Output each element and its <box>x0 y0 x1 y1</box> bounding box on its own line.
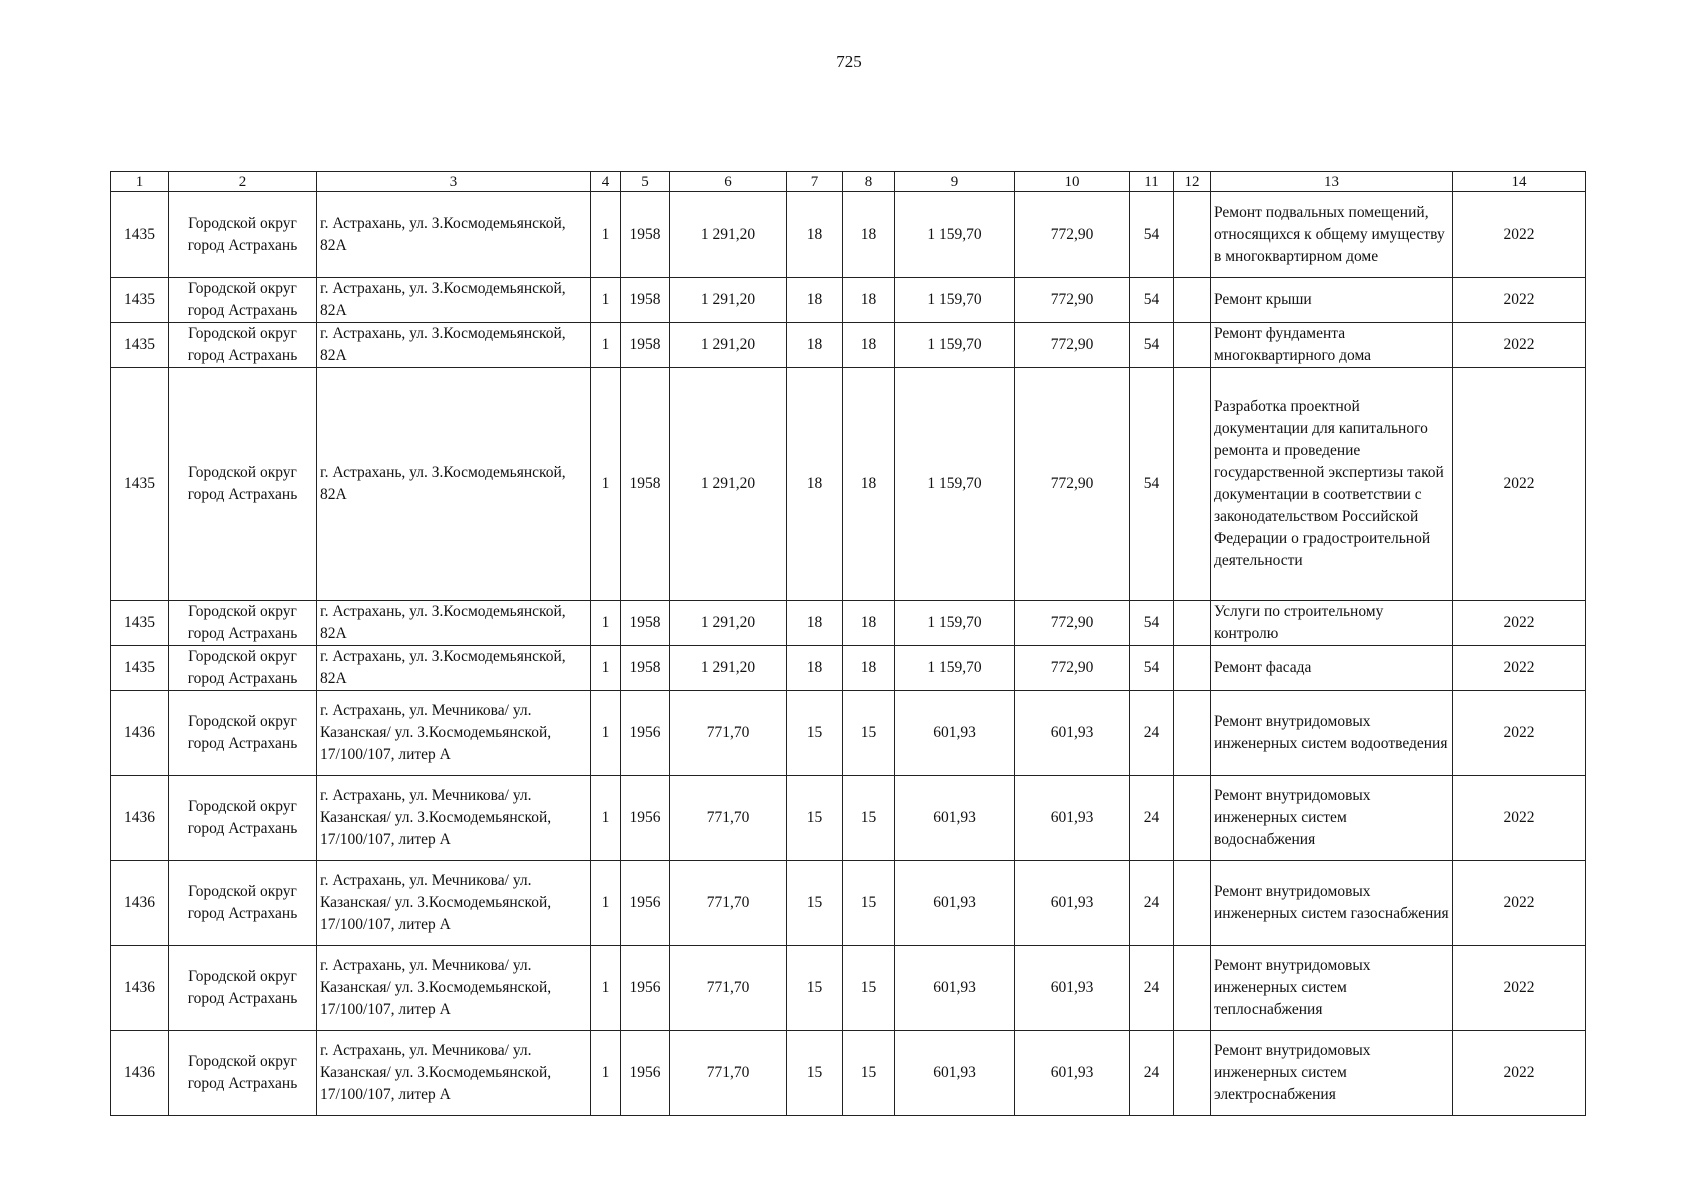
cell-col9: 1 159,70 <box>895 192 1015 278</box>
cell-id: 1436 <box>111 861 169 946</box>
cell-address: г. Астрахань, ул. Мечникова/ ул. Казанская/ ул. З.Космодемьянской, 17/100/107, литер А <box>317 1031 591 1116</box>
cell-address: г. Астрахань, ул. Мечникова/ ул. Казанская/ ул. З.Космодемьянской, 17/100/107, литер А <box>317 861 591 946</box>
cell-address: г. Астрахань, ул. Мечникова/ ул. Казанская/ ул. З.Космодемьянской, 17/100/107, литер А <box>317 946 591 1031</box>
cell-municipality: Городской округ город Астрахань <box>169 861 317 946</box>
cell-col8: 18 <box>843 646 895 691</box>
cell-col7: 15 <box>787 1031 843 1116</box>
cell-work-type: Ремонт внутридомовых инженерных систем теплоснабжения <box>1211 946 1453 1031</box>
cell-municipality: Городской округ город Астрахань <box>169 323 317 368</box>
cell-id: 1436 <box>111 1031 169 1116</box>
cell-address: г. Астрахань, ул. З.Космодемьянской, 82А <box>317 646 591 691</box>
cell-col4: 1 <box>591 278 621 323</box>
cell-id: 1435 <box>111 323 169 368</box>
cell-col10: 772,90 <box>1015 278 1130 323</box>
cell-col12 <box>1174 601 1211 646</box>
cell-col10: 601,93 <box>1015 946 1130 1031</box>
cell-area: 771,70 <box>670 691 787 776</box>
column-header: 13 <box>1211 172 1453 192</box>
cell-work-type: Ремонт внутридомовых инженерных систем водоотведения <box>1211 691 1453 776</box>
table-row <box>111 601 1586 646</box>
cell-col11: 24 <box>1130 1031 1174 1116</box>
cell-year: 1958 <box>621 192 670 278</box>
cell-col7: 15 <box>787 691 843 776</box>
cell-col11: 24 <box>1130 861 1174 946</box>
cell-col10: 772,90 <box>1015 192 1130 278</box>
cell-col7: 18 <box>787 368 843 601</box>
cell-area: 1 291,20 <box>670 646 787 691</box>
cell-area: 771,70 <box>670 1031 787 1116</box>
cell-col8: 15 <box>843 1031 895 1116</box>
cell-address: г. Астрахань, ул. З.Космодемьянской, 82А <box>317 192 591 278</box>
table-row <box>111 1031 1586 1116</box>
cell-col12 <box>1174 646 1211 691</box>
cell-col4: 1 <box>591 323 621 368</box>
column-header: 11 <box>1130 172 1174 192</box>
cell-period: 2022 <box>1453 946 1586 1031</box>
cell-col10: 772,90 <box>1015 368 1130 601</box>
cell-area: 771,70 <box>670 946 787 1031</box>
cell-address: г. Астрахань, ул. З.Космодемьянской, 82А <box>317 278 591 323</box>
cell-col7: 15 <box>787 861 843 946</box>
cell-col8: 18 <box>843 368 895 601</box>
cell-id: 1436 <box>111 946 169 1031</box>
cell-id: 1436 <box>111 776 169 861</box>
table-row <box>111 278 1586 323</box>
cell-col12 <box>1174 192 1211 278</box>
cell-work-type: Ремонт фасада <box>1211 646 1453 691</box>
cell-address: г. Астрахань, ул. Мечникова/ ул. Казанская/ ул. З.Космодемьянской, 17/100/107, литер А <box>317 691 591 776</box>
cell-col8: 15 <box>843 861 895 946</box>
cell-col11: 54 <box>1130 601 1174 646</box>
cell-col9: 601,93 <box>895 691 1015 776</box>
cell-col12 <box>1174 1031 1211 1116</box>
cell-year: 1958 <box>621 323 670 368</box>
registry-table <box>110 171 1586 1116</box>
cell-year: 1956 <box>621 1031 670 1116</box>
cell-period: 2022 <box>1453 691 1586 776</box>
cell-period: 2022 <box>1453 323 1586 368</box>
cell-work-type: Ремонт крыши <box>1211 278 1453 323</box>
column-header: 1 <box>111 172 169 192</box>
cell-id: 1435 <box>111 601 169 646</box>
column-header: 5 <box>621 172 670 192</box>
cell-col10: 601,93 <box>1015 1031 1130 1116</box>
cell-col10: 772,90 <box>1015 601 1130 646</box>
cell-col8: 18 <box>843 278 895 323</box>
cell-col9: 1 159,70 <box>895 323 1015 368</box>
cell-col4: 1 <box>591 946 621 1031</box>
cell-address: г. Астрахань, ул. Мечникова/ ул. Казанская/ ул. З.Космодемьянской, 17/100/107, литер А <box>317 776 591 861</box>
cell-col10: 772,90 <box>1015 646 1130 691</box>
column-header: 10 <box>1015 172 1130 192</box>
cell-municipality: Городской округ город Астрахань <box>169 1031 317 1116</box>
cell-work-type: Ремонт внутридомовых инженерных систем электроснабжения <box>1211 1031 1453 1116</box>
cell-col7: 18 <box>787 646 843 691</box>
cell-col10: 601,93 <box>1015 776 1130 861</box>
cell-municipality: Городской округ город Астрахань <box>169 946 317 1031</box>
cell-year: 1956 <box>621 691 670 776</box>
cell-id: 1435 <box>111 278 169 323</box>
cell-col12 <box>1174 368 1211 601</box>
cell-col8: 15 <box>843 946 895 1031</box>
cell-col7: 18 <box>787 278 843 323</box>
cell-municipality: Городской округ город Астрахань <box>169 278 317 323</box>
cell-col9: 1 159,70 <box>895 278 1015 323</box>
cell-col9: 601,93 <box>895 1031 1015 1116</box>
cell-work-type: Ремонт подвальных помещений, относящихся к общему имуществу в многоквартирном доме <box>1211 192 1453 278</box>
cell-col12 <box>1174 946 1211 1031</box>
cell-col12 <box>1174 691 1211 776</box>
cell-col10: 772,90 <box>1015 323 1130 368</box>
cell-work-type: Услуги по строительному контролю <box>1211 601 1453 646</box>
column-header: 14 <box>1453 172 1586 192</box>
cell-area: 771,70 <box>670 776 787 861</box>
cell-col8: 18 <box>843 601 895 646</box>
cell-col7: 18 <box>787 601 843 646</box>
cell-period: 2022 <box>1453 1031 1586 1116</box>
cell-area: 1 291,20 <box>670 278 787 323</box>
cell-col4: 1 <box>591 861 621 946</box>
cell-year: 1958 <box>621 368 670 601</box>
cell-period: 2022 <box>1453 646 1586 691</box>
cell-address: г. Астрахань, ул. З.Космодемьянской, 82А <box>317 323 591 368</box>
cell-id: 1436 <box>111 691 169 776</box>
cell-col9: 1 159,70 <box>895 646 1015 691</box>
cell-col7: 18 <box>787 323 843 368</box>
column-header: 6 <box>670 172 787 192</box>
column-header: 7 <box>787 172 843 192</box>
column-header: 9 <box>895 172 1015 192</box>
table-row <box>111 368 1586 601</box>
cell-id: 1435 <box>111 192 169 278</box>
cell-col7: 18 <box>787 192 843 278</box>
cell-col9: 601,93 <box>895 776 1015 861</box>
cell-col9: 601,93 <box>895 861 1015 946</box>
cell-col11: 24 <box>1130 776 1174 861</box>
cell-col11: 24 <box>1130 691 1174 776</box>
cell-id: 1435 <box>111 368 169 601</box>
column-header: 2 <box>169 172 317 192</box>
table-row <box>111 861 1586 946</box>
cell-col4: 1 <box>591 192 621 278</box>
registry-table-container <box>110 171 1585 1116</box>
cell-period: 2022 <box>1453 861 1586 946</box>
cell-col10: 601,93 <box>1015 861 1130 946</box>
column-header: 3 <box>317 172 591 192</box>
cell-municipality: Городской округ город Астрахань <box>169 776 317 861</box>
column-header: 8 <box>843 172 895 192</box>
table-row <box>111 646 1586 691</box>
cell-col11: 54 <box>1130 646 1174 691</box>
cell-col4: 1 <box>591 601 621 646</box>
cell-col11: 54 <box>1130 278 1174 323</box>
cell-period: 2022 <box>1453 192 1586 278</box>
page-number: 725 <box>836 52 862 71</box>
cell-year: 1958 <box>621 278 670 323</box>
header-row <box>111 172 1586 192</box>
cell-work-type: Разработка проектной документации для капитального ремонта и проведение государственной экспертизы такой документации в соответствии с законодательством Российской Федерации о градостроительной деятельности <box>1211 368 1453 601</box>
cell-year: 1956 <box>621 776 670 861</box>
cell-period: 2022 <box>1453 601 1586 646</box>
cell-area: 1 291,20 <box>670 323 787 368</box>
table-row <box>111 946 1586 1031</box>
table-row <box>111 776 1586 861</box>
cell-col4: 1 <box>591 368 621 601</box>
cell-col10: 601,93 <box>1015 691 1130 776</box>
cell-col4: 1 <box>591 1031 621 1116</box>
cell-work-type: Ремонт внутридомовых инженерных систем водоснабжения <box>1211 776 1453 861</box>
cell-year: 1958 <box>621 646 670 691</box>
cell-col8: 15 <box>843 776 895 861</box>
cell-col8: 18 <box>843 192 895 278</box>
cell-area: 1 291,20 <box>670 192 787 278</box>
cell-municipality: Городской округ город Астрахань <box>169 601 317 646</box>
cell-municipality: Городской округ город Астрахань <box>169 646 317 691</box>
cell-col11: 54 <box>1130 323 1174 368</box>
column-header: 12 <box>1174 172 1211 192</box>
cell-id: 1435 <box>111 646 169 691</box>
cell-area: 1 291,20 <box>670 601 787 646</box>
cell-year: 1956 <box>621 861 670 946</box>
cell-period: 2022 <box>1453 278 1586 323</box>
cell-col4: 1 <box>591 776 621 861</box>
cell-col8: 18 <box>843 323 895 368</box>
column-header: 4 <box>591 172 621 192</box>
cell-col12 <box>1174 861 1211 946</box>
cell-col9: 1 159,70 <box>895 368 1015 601</box>
cell-year: 1956 <box>621 946 670 1031</box>
cell-col11: 54 <box>1130 192 1174 278</box>
table-row <box>111 323 1586 368</box>
cell-work-type: Ремонт фундамента многоквартирного дома <box>1211 323 1453 368</box>
cell-col7: 15 <box>787 776 843 861</box>
cell-col9: 601,93 <box>895 946 1015 1031</box>
cell-col8: 15 <box>843 691 895 776</box>
table-row <box>111 691 1586 776</box>
cell-col4: 1 <box>591 646 621 691</box>
cell-work-type: Ремонт внутридомовых инженерных систем газоснабжения <box>1211 861 1453 946</box>
cell-year: 1958 <box>621 601 670 646</box>
cell-area: 1 291,20 <box>670 368 787 601</box>
cell-col11: 54 <box>1130 368 1174 601</box>
cell-col11: 24 <box>1130 946 1174 1031</box>
cell-area: 771,70 <box>670 861 787 946</box>
cell-municipality: Городской округ город Астрахань <box>169 691 317 776</box>
cell-col7: 15 <box>787 946 843 1031</box>
table-row <box>111 192 1586 278</box>
cell-municipality: Городской округ город Астрахань <box>169 368 317 601</box>
cell-col12 <box>1174 278 1211 323</box>
cell-address: г. Астрахань, ул. З.Космодемьянской, 82А <box>317 368 591 601</box>
cell-col12 <box>1174 776 1211 861</box>
cell-address: г. Астрахань, ул. З.Космодемьянской, 82А <box>317 601 591 646</box>
cell-municipality: Городской округ город Астрахань <box>169 192 317 278</box>
cell-col12 <box>1174 323 1211 368</box>
cell-period: 2022 <box>1453 368 1586 601</box>
cell-col4: 1 <box>591 691 621 776</box>
cell-period: 2022 <box>1453 776 1586 861</box>
cell-col9: 1 159,70 <box>895 601 1015 646</box>
